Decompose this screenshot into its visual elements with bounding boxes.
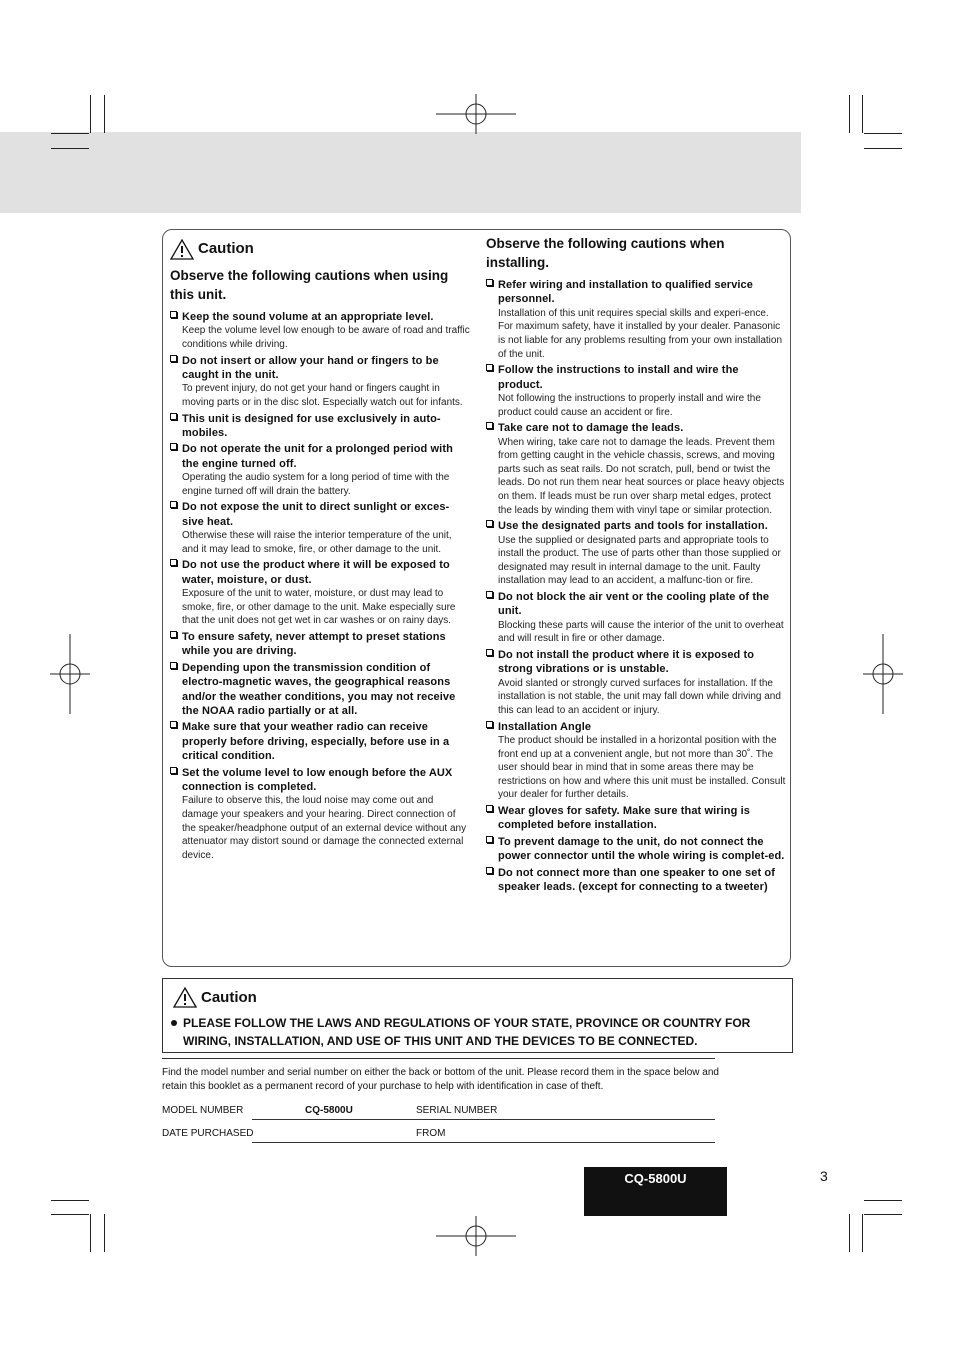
left-items-list — [170, 310, 470, 862]
caution-item-heading: Do not connect more than one speaker to one set of speaker leads. (except for connecting to a tweeter) — [498, 866, 775, 893]
caution-item-heading: Depending upon the transmission condition of electro-magnetic waves, the geographical reasons and/or the weather conditions, you may not receive the NOAA radio partially or at all. — [182, 661, 456, 718]
caution-item-body: Failure to observe this, the loud noise may come out and damage your speakers and your hearing. Direct connection of the speaker/headphone output of an external device without any attenuator may distort sound or damage the connected external device. — [182, 795, 467, 861]
checkbox-bullet-icon — [170, 443, 177, 450]
laws-caution-title — [173, 986, 257, 1008]
registration-mark-bottom — [436, 1216, 516, 1256]
checkbox-bullet-icon — [170, 631, 177, 638]
caution-item — [486, 804, 786, 833]
checkbox-bullet-icon — [170, 355, 177, 362]
caution-item-body: To prevent injury, do not get your hand or fingers caught in moving parts or in the disc slot. Especially watch out for infants. — [182, 383, 463, 408]
caution-item-body: Keep the volume level low enough to be aware of road and traffic conditions while driving. — [182, 325, 470, 350]
caution-item — [170, 442, 470, 498]
caution-item — [486, 519, 786, 588]
checkbox-bullet-icon — [486, 836, 493, 843]
warning-icon — [170, 239, 194, 260]
checkbox-bullet-icon — [170, 559, 177, 566]
caution-item-body: Blocking these parts will cause the interior of the unit to overheat and will result in fire or other damage. — [498, 619, 784, 645]
caution-item — [486, 590, 786, 646]
checkbox-bullet-icon — [170, 311, 177, 318]
model-number-value: CQ-5800U — [305, 1105, 353, 1116]
record-instructions: Find the model number and serial number on either the back or bottom of the unit. Please record them in the space below and retain this booklet as a permanent record of your purchase to help with identification in case of theft. — [162, 1067, 719, 1092]
caution-item-heading: Installation Angle — [498, 720, 592, 733]
checkbox-bullet-icon — [170, 662, 177, 669]
laws-caution-text: PLEASE FOLLOW THE LAWS AND REGULATIONS OF YOUR STATE, PROVINCE OR COUNTRY FOR WIRING, INSTALLATION, AND USE OF THIS UNIT AND THE DEVICES TO BE CONNECTED. — [183, 1016, 751, 1048]
checkbox-bullet-icon — [170, 767, 177, 774]
checkbox-bullet-icon — [486, 279, 493, 286]
caution-item — [486, 363, 786, 419]
laws-caution-box — [162, 978, 793, 1053]
caution-item-heading: Wear gloves for safety. Make sure that wiring is completed before installation. — [498, 804, 750, 832]
caution-item — [170, 354, 470, 410]
caution-item-heading: Do not use the product where it will be exposed to water, moisture, or dust. — [182, 559, 450, 586]
date-purchased-line — [252, 1142, 715, 1143]
caution-item — [170, 766, 470, 863]
caution-item-body: Use the supplied or designated parts and appropriate tools to install the product. The use of parts other than those supplied or designated may result in internal damage to the unit. Faulty installation may lead to an accident, a malfunc-tion or fire. — [498, 534, 781, 587]
warning-icon — [173, 987, 197, 1008]
caution-item — [170, 500, 470, 556]
caution-item-body: Avoid slanted or strongly curved surfaces for installation. If the installation is not stable, the unit may fall down while driving and this can lead to an accident or injury. — [498, 677, 781, 716]
caution-item — [486, 835, 786, 864]
checkbox-bullet-icon — [486, 649, 493, 656]
checkbox-bullet-icon — [486, 721, 493, 728]
caution-title-text: Caution — [198, 240, 254, 258]
caution-title — [170, 238, 470, 260]
caution-item-heading: Use the designated parts and tools for installation. — [498, 520, 768, 533]
checkbox-bullet-icon — [486, 867, 493, 874]
checkbox-bullet-icon — [486, 364, 493, 371]
registration-mark-left — [50, 634, 90, 714]
caution-item — [486, 648, 786, 718]
caution-item-heading: Take care not to damage the leads. — [498, 422, 684, 435]
caution-item-heading: To ensure safety, never attempt to preset stations while you are driving. — [182, 631, 446, 658]
caution-item-heading: To prevent damage to the unit, do not connect the power connector until the whole wiring is complet-ed. — [498, 835, 785, 863]
caution-item — [170, 558, 470, 628]
checkbox-bullet-icon — [170, 501, 177, 508]
caution-item — [486, 866, 786, 895]
caution-item-body: Exposure of the unit to water, moisture, or dust may lead to smoke, fire, or other damage to the unit. Make especially sure that the unit does not get wet in car washes or on rainy days. — [182, 588, 456, 627]
caution-item-heading: Do not block the air vent or the cooling plate of the unit. — [498, 590, 770, 618]
installing-intro: Observe the following cautions when installing. — [486, 236, 725, 270]
caution-item — [486, 278, 786, 361]
checkbox-bullet-icon — [486, 422, 493, 429]
laws-caution-bullet — [171, 1014, 793, 1050]
caution-item-heading: This unit is designed for use exclusively in auto-mobiles. — [182, 412, 441, 439]
registration-mark-top — [436, 94, 516, 134]
page-number: 3 — [820, 1168, 828, 1184]
checkbox-bullet-icon — [486, 591, 493, 598]
caution-item — [170, 720, 470, 763]
caution-left-column — [170, 238, 470, 864]
right-items-list — [486, 278, 786, 894]
model-badge: CQ-5800U — [584, 1167, 727, 1216]
caution-item-heading: Refer wiring and installation to qualified service personnel. — [498, 279, 753, 306]
caution-item — [170, 661, 470, 719]
registration-mark-right — [863, 634, 903, 714]
caution-item-heading: Do not expose the unit to direct sunlight or exces-sive heat. — [182, 501, 450, 528]
from-label: FROM — [416, 1128, 446, 1139]
model-number-label: MODEL NUMBER — [162, 1105, 244, 1116]
caution-item-heading: Make sure that your weather radio can receive properly before driving, especially, before use in a critical condition. — [182, 721, 450, 763]
caution-item-heading: Do not insert or allow your hand or fingers to be caught in the unit. — [182, 354, 439, 381]
caution-right-column — [486, 234, 786, 896]
caution-item — [170, 412, 470, 441]
caution-item — [170, 310, 470, 352]
date-purchased-label: DATE PURCHASED — [162, 1128, 254, 1139]
checkbox-bullet-icon — [170, 413, 177, 420]
bullet-dot-icon — [171, 1020, 177, 1026]
caution-item-heading: Set the volume level to low enough before the AUX connection is completed. — [182, 766, 453, 794]
caution-item-heading: Keep the sound volume at an appropriate level. — [182, 311, 434, 323]
record-top-rule — [162, 1058, 715, 1059]
laws-caution-title-text: Caution — [201, 988, 257, 1006]
caution-item-body: The product should be installed in a horizontal position with the front end up at a convenient angle, but not more than 30˚. The user should bear in mind that in some areas there may be restrictions on how and where this unit must be installed. Consult your dealer for further details. — [498, 734, 786, 801]
caution-item-heading: Do not operate the unit for a prolonged period with the engine turned off. — [182, 443, 453, 470]
caution-item-heading: Do not install the product where it is exposed to strong vibrations or is unstable. — [498, 648, 755, 676]
model-number-line — [252, 1119, 715, 1120]
serial-number-label: SERIAL NUMBER — [416, 1105, 498, 1116]
caution-item-body: Installation of this unit requires special skills and experi-ence. For maximum safety, have it installed by your dealer. Panasonic is not liable for any problems resulting from your own installation of the unit. — [498, 307, 783, 360]
caution-item-body: Operating the audio system for a long period of time with the engine turned off will drain the battery. — [182, 472, 450, 497]
caution-item — [486, 720, 786, 802]
caution-item — [170, 630, 470, 659]
caution-item — [486, 421, 786, 517]
caution-item-heading: Follow the instructions to install and wire the product. — [498, 364, 739, 391]
using-intro: Observe the following cautions when using this unit. — [170, 268, 449, 302]
caution-item-body: Not following the instructions to properly install and wire the product could cause an accident or fire. — [498, 393, 761, 418]
header-band — [0, 132, 801, 213]
checkbox-bullet-icon — [486, 805, 493, 812]
caution-item-body: When wiring, take care not to damage the leads. Prevent them from getting caught in the vehicle chassis, screws, and moving parts such as seat rails. Do not scratch, pull, bend or twist the leads. Do not run them near heat sources or place heavy objects on them. If leads must be run over sharp metal edges, protect the leads by winding them with vinyl tape or similar protection. — [498, 436, 785, 516]
checkbox-bullet-icon — [486, 520, 493, 527]
caution-item-body: Otherwise these will raise the interior temperature of the unit, and it may lead to smoke, fire, or other damage to the unit. — [182, 530, 452, 555]
checkbox-bullet-icon — [170, 721, 177, 728]
